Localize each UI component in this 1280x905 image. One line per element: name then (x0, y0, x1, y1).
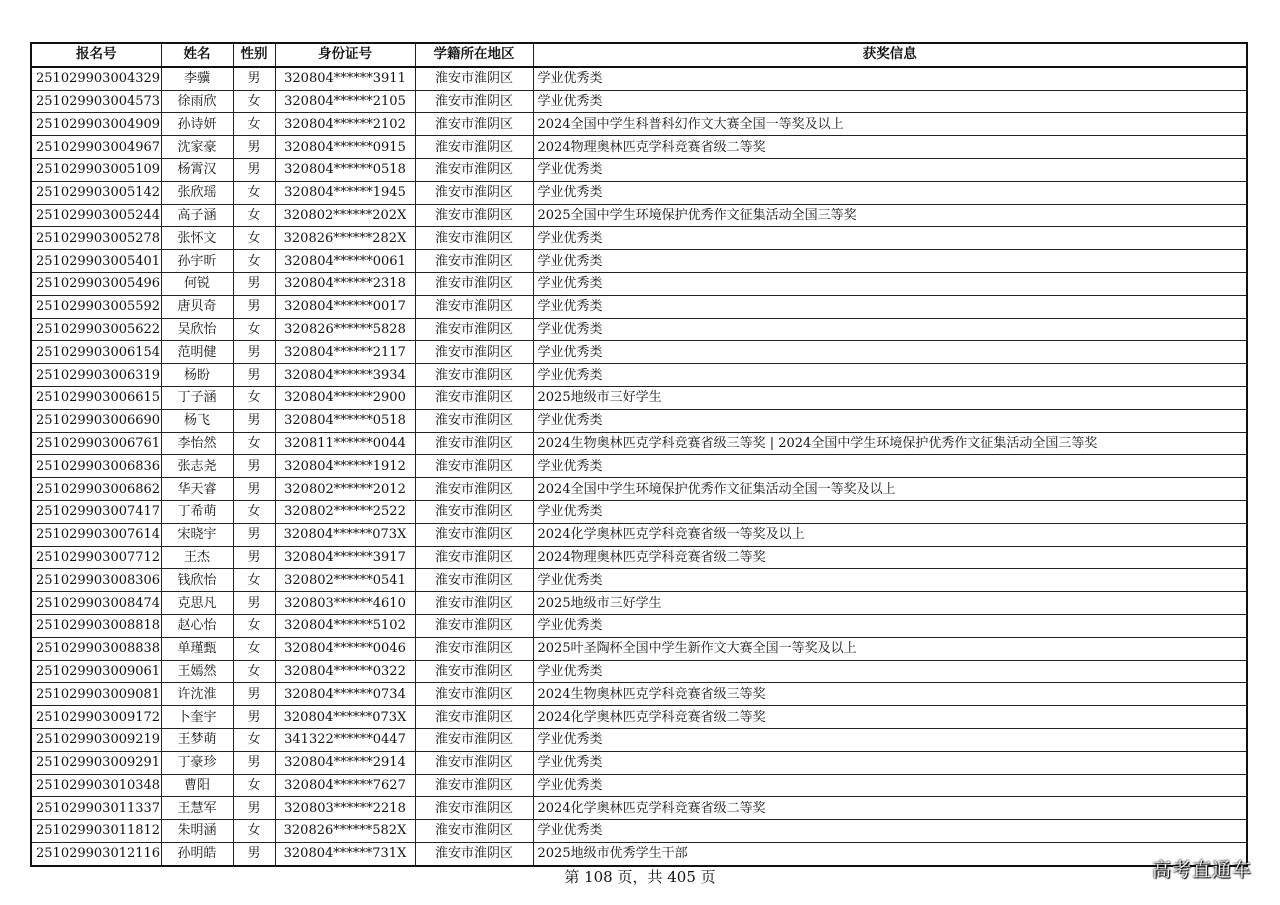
cell-region: 淮安市淮阴区 (415, 569, 533, 592)
cell-region: 淮安市淮阴区 (415, 158, 533, 181)
cell-region: 淮安市淮阴区 (415, 592, 533, 615)
table-row (31, 660, 1247, 683)
cell-award-info: 学业优秀类 (533, 751, 1247, 774)
cell-name: 曹阳 (161, 774, 233, 797)
cell-registration-number: 251029903007712 (31, 546, 161, 569)
cell-gender: 女 (233, 660, 275, 683)
cell-registration-number: 251029903006761 (31, 432, 161, 455)
cell-region: 淮安市淮阴区 (415, 181, 533, 204)
cell-id-number: 341322******0447 (275, 728, 415, 751)
table-row (31, 181, 1247, 204)
table-row (31, 500, 1247, 523)
cell-name: 丁子涵 (161, 386, 233, 409)
table-row (31, 546, 1247, 569)
table-row (31, 364, 1247, 387)
cell-name: 李怡然 (161, 432, 233, 455)
cell-gender: 女 (233, 181, 275, 204)
cell-name: 朱明涵 (161, 820, 233, 843)
cell-region: 淮安市淮阴区 (415, 136, 533, 159)
cell-gender: 女 (233, 204, 275, 227)
cell-region: 淮安市淮阴区 (415, 751, 533, 774)
cell-gender: 女 (233, 318, 275, 341)
cell-region: 淮安市淮阴区 (415, 67, 533, 90)
cell-region: 淮安市淮阴区 (415, 774, 533, 797)
cell-registration-number: 251029903004909 (31, 113, 161, 136)
cell-registration-number: 251029903005142 (31, 181, 161, 204)
cell-name: 杨盼 (161, 364, 233, 387)
cell-award-info: 学业优秀类 (533, 820, 1247, 843)
cell-registration-number: 251029903006319 (31, 364, 161, 387)
cell-award-info: 学业优秀类 (533, 272, 1247, 295)
table-row (31, 136, 1247, 159)
table-row (31, 250, 1247, 273)
header-row (31, 43, 1247, 67)
cell-region: 淮安市淮阴区 (415, 820, 533, 843)
cell-gender: 男 (233, 478, 275, 501)
cell-id-number: 320804******2914 (275, 751, 415, 774)
cell-registration-number: 251029903007614 (31, 523, 161, 546)
table-row (31, 637, 1247, 660)
header-award-info: 获奖信息 (533, 43, 1247, 67)
cell-gender: 男 (233, 706, 275, 729)
cell-id-number: 320804******0061 (275, 250, 415, 273)
header-gender: 性别 (233, 43, 275, 67)
cell-name: 徐雨欣 (161, 90, 233, 113)
table-row (31, 409, 1247, 432)
cell-registration-number: 251029903008838 (31, 637, 161, 660)
cell-award-info: 2025地级市优秀学生干部 (533, 842, 1247, 865)
cell-registration-number: 251029903006836 (31, 455, 161, 478)
cell-award-info: 学业优秀类 (533, 181, 1247, 204)
cell-name: 孙宇昕 (161, 250, 233, 273)
cell-id-number: 320804******073X (275, 706, 415, 729)
cell-region: 淮安市淮阴区 (415, 295, 533, 318)
cell-id-number: 320804******3934 (275, 364, 415, 387)
cell-id-number: 320804******1945 (275, 181, 415, 204)
table-row (31, 478, 1247, 501)
cell-gender: 女 (233, 432, 275, 455)
cell-award-info: 学业优秀类 (533, 318, 1247, 341)
cell-name: 丁希萌 (161, 500, 233, 523)
cell-region: 淮安市淮阴区 (415, 409, 533, 432)
cell-id-number: 320802******202X (275, 204, 415, 227)
cell-award-info: 学业优秀类 (533, 774, 1247, 797)
table-row (31, 751, 1247, 774)
cell-award-info: 学业优秀类 (533, 455, 1247, 478)
cell-name: 杨霄汉 (161, 158, 233, 181)
cell-name: 王嫣然 (161, 660, 233, 683)
cell-award-info: 2024生物奥林匹克学科竞赛省级三等奖 (533, 683, 1247, 706)
cell-id-number: 320804******7627 (275, 774, 415, 797)
cell-region: 淮安市淮阴区 (415, 455, 533, 478)
cell-gender: 女 (233, 250, 275, 273)
cell-award-info: 学业优秀类 (533, 660, 1247, 683)
cell-name: 赵心怡 (161, 614, 233, 637)
cell-award-info: 学业优秀类 (533, 569, 1247, 592)
cell-award-info: 2025地级市三好学生 (533, 386, 1247, 409)
cell-registration-number: 251029903004573 (31, 90, 161, 113)
cell-award-info: 学业优秀类 (533, 227, 1247, 250)
cell-registration-number: 251029903005496 (31, 272, 161, 295)
cell-name: 单瑾甄 (161, 637, 233, 660)
header-registration-number: 报名号 (31, 43, 161, 67)
cell-region: 淮安市淮阴区 (415, 637, 533, 660)
cell-region: 淮安市淮阴区 (415, 386, 533, 409)
cell-award-info: 2025地级市三好学生 (533, 592, 1247, 615)
table-row (31, 318, 1247, 341)
table-body (31, 67, 1247, 866)
cell-award-info: 学业优秀类 (533, 728, 1247, 751)
table-row (31, 432, 1247, 455)
cell-award-info: 学业优秀类 (533, 364, 1247, 387)
cell-region: 淮安市淮阴区 (415, 706, 533, 729)
cell-award-info: 学业优秀类 (533, 409, 1247, 432)
cell-id-number: 320811******0044 (275, 432, 415, 455)
cell-id-number: 320804******731X (275, 842, 415, 865)
cell-region: 淮安市淮阴区 (415, 90, 533, 113)
cell-registration-number: 251029903009061 (31, 660, 161, 683)
cell-name: 孙明皓 (161, 842, 233, 865)
cell-gender: 男 (233, 272, 275, 295)
cell-award-info: 学业优秀类 (533, 90, 1247, 113)
table-row (31, 614, 1247, 637)
cell-registration-number: 251029903005592 (31, 295, 161, 318)
cell-region: 淮安市淮阴区 (415, 842, 533, 865)
cell-registration-number: 251029903006862 (31, 478, 161, 501)
table-row (31, 227, 1247, 250)
cell-registration-number: 251029903005109 (31, 158, 161, 181)
cell-name: 华天睿 (161, 478, 233, 501)
cell-id-number: 320803******2218 (275, 797, 415, 820)
cell-name: 宋晓宇 (161, 523, 233, 546)
cell-id-number: 320804******2102 (275, 113, 415, 136)
cell-award-info: 2024物理奥林匹克学科竞赛省级二等奖 (533, 546, 1247, 569)
cell-gender: 男 (233, 67, 275, 90)
cell-gender: 女 (233, 500, 275, 523)
cell-id-number: 320804******5102 (275, 614, 415, 637)
cell-gender: 女 (233, 90, 275, 113)
cell-gender: 男 (233, 523, 275, 546)
cell-registration-number: 251029903008474 (31, 592, 161, 615)
cell-region: 淮安市淮阴区 (415, 546, 533, 569)
table-row (31, 67, 1247, 90)
table-header (31, 43, 1247, 67)
cell-award-info: 学业优秀类 (533, 250, 1247, 273)
cell-name: 孙诗妍 (161, 113, 233, 136)
cell-id-number: 320802******2012 (275, 478, 415, 501)
cell-id-number: 320804******2117 (275, 341, 415, 364)
cell-region: 淮安市淮阴区 (415, 204, 533, 227)
table-row (31, 820, 1247, 843)
header-id-number: 身份证号 (275, 43, 415, 67)
cell-registration-number: 251029903008818 (31, 614, 161, 637)
cell-region: 淮安市淮阴区 (415, 797, 533, 820)
table-row (31, 774, 1247, 797)
cell-registration-number: 251029903006615 (31, 386, 161, 409)
cell-region: 淮安市淮阴区 (415, 272, 533, 295)
cell-name: 丁豪珍 (161, 751, 233, 774)
cell-registration-number: 251029903011337 (31, 797, 161, 820)
cell-region: 淮安市淮阴区 (415, 113, 533, 136)
cell-gender: 女 (233, 227, 275, 250)
cell-id-number: 320802******2522 (275, 500, 415, 523)
cell-id-number: 320804******0518 (275, 158, 415, 181)
cell-id-number: 320802******0541 (275, 569, 415, 592)
table-row (31, 797, 1247, 820)
cell-registration-number: 251029903005622 (31, 318, 161, 341)
cell-name: 王慧军 (161, 797, 233, 820)
cell-region: 淮安市淮阴区 (415, 500, 533, 523)
table-row (31, 341, 1247, 364)
cell-award-info: 2025叶圣陶杯全国中学生新作文大赛全国一等奖及以上 (533, 637, 1247, 660)
cell-gender: 男 (233, 341, 275, 364)
table-row (31, 523, 1247, 546)
cell-name: 张怀文 (161, 227, 233, 250)
table-row (31, 455, 1247, 478)
cell-region: 淮安市淮阴区 (415, 227, 533, 250)
cell-id-number: 320804******3917 (275, 546, 415, 569)
cell-name: 张志尧 (161, 455, 233, 478)
cell-gender: 女 (233, 820, 275, 843)
cell-award-info: 2024生物奥林匹克学科竞赛省级三等奖 | 2024全国中学生环境保护优秀作文征集活动全国三等奖 (533, 432, 1247, 455)
cell-id-number: 320804******0046 (275, 637, 415, 660)
cell-name: 许沈淮 (161, 683, 233, 706)
cell-gender: 男 (233, 455, 275, 478)
cell-gender: 女 (233, 569, 275, 592)
cell-name: 何锐 (161, 272, 233, 295)
cell-name: 李骥 (161, 67, 233, 90)
cell-gender: 男 (233, 364, 275, 387)
table-row (31, 386, 1247, 409)
cell-gender: 男 (233, 136, 275, 159)
cell-award-info: 2024化学奥林匹克学科竞赛省级一等奖及以上 (533, 523, 1247, 546)
cell-gender: 男 (233, 683, 275, 706)
cell-gender: 女 (233, 637, 275, 660)
cell-name: 克思凡 (161, 592, 233, 615)
cell-gender: 男 (233, 751, 275, 774)
cell-name: 沈家豪 (161, 136, 233, 159)
cell-name: 王杰 (161, 546, 233, 569)
cell-name: 钱欣怡 (161, 569, 233, 592)
cell-name: 吴欣怡 (161, 318, 233, 341)
table-row (31, 842, 1247, 865)
cell-award-info: 2025全国中学生环境保护优秀作文征集活动全国三等奖 (533, 204, 1247, 227)
cell-region: 淮安市淮阴区 (415, 614, 533, 637)
cell-region: 淮安市淮阴区 (415, 728, 533, 751)
cell-registration-number: 251029903005401 (31, 250, 161, 273)
cell-region: 淮安市淮阴区 (415, 250, 533, 273)
cell-award-info: 学业优秀类 (533, 295, 1247, 318)
cell-registration-number: 251029903008306 (31, 569, 161, 592)
cell-award-info: 学业优秀类 (533, 67, 1247, 90)
cell-gender: 女 (233, 774, 275, 797)
header-region: 学籍所在地区 (415, 43, 533, 67)
cell-region: 淮安市淮阴区 (415, 523, 533, 546)
cell-id-number: 320826******282X (275, 227, 415, 250)
cell-registration-number: 251029903009081 (31, 683, 161, 706)
cell-name: 张欣瑶 (161, 181, 233, 204)
cell-region: 淮安市淮阴区 (415, 478, 533, 501)
cell-award-info: 学业优秀类 (533, 614, 1247, 637)
cell-registration-number: 251029903004967 (31, 136, 161, 159)
cell-id-number: 320826******5828 (275, 318, 415, 341)
cell-registration-number: 251029903009172 (31, 706, 161, 729)
table-row (31, 113, 1247, 136)
table-row (31, 272, 1247, 295)
results-table (30, 42, 1248, 867)
cell-region: 淮安市淮阴区 (415, 683, 533, 706)
table-row (31, 706, 1247, 729)
cell-id-number: 320804******0915 (275, 136, 415, 159)
cell-id-number: 320804******1912 (275, 455, 415, 478)
cell-name: 高子涵 (161, 204, 233, 227)
cell-id-number: 320826******582X (275, 820, 415, 843)
cell-registration-number: 251029903006690 (31, 409, 161, 432)
cell-id-number: 320804******2318 (275, 272, 415, 295)
cell-id-number: 320804******2900 (275, 386, 415, 409)
cell-gender: 男 (233, 158, 275, 181)
cell-award-info: 2024物理奥林匹克学科竞赛省级二等奖 (533, 136, 1247, 159)
cell-award-info: 2024化学奥林匹克学科竞赛省级二等奖 (533, 797, 1247, 820)
cell-id-number: 320803******4610 (275, 592, 415, 615)
table-row (31, 295, 1247, 318)
cell-award-info: 2024全国中学生环境保护优秀作文征集活动全国一等奖及以上 (533, 478, 1247, 501)
cell-registration-number: 251029903011812 (31, 820, 161, 843)
cell-gender: 男 (233, 797, 275, 820)
cell-region: 淮安市淮阴区 (415, 432, 533, 455)
table-row (31, 158, 1247, 181)
header-name: 姓名 (161, 43, 233, 67)
cell-id-number: 320804******0322 (275, 660, 415, 683)
cell-id-number: 320804******2105 (275, 90, 415, 113)
cell-registration-number: 251029903005278 (31, 227, 161, 250)
cell-region: 淮安市淮阴区 (415, 318, 533, 341)
cell-id-number: 320804******0734 (275, 683, 415, 706)
cell-id-number: 320804******3911 (275, 67, 415, 90)
cell-id-number: 320804******0518 (275, 409, 415, 432)
table-row (31, 204, 1247, 227)
cell-registration-number: 251029903005244 (31, 204, 161, 227)
watermark-logo: 高考直通车 (1151, 859, 1252, 881)
cell-award-info: 2024全国中学生科普科幻作文大赛全国一等奖及以上 (533, 113, 1247, 136)
cell-gender: 女 (233, 728, 275, 751)
cell-award-info: 学业优秀类 (533, 500, 1247, 523)
cell-name: 杨飞 (161, 409, 233, 432)
cell-gender: 男 (233, 842, 275, 865)
cell-name: 卜奎宇 (161, 706, 233, 729)
cell-gender: 男 (233, 546, 275, 569)
table-row (31, 683, 1247, 706)
cell-id-number: 320804******0017 (275, 295, 415, 318)
cell-name: 王梦萌 (161, 728, 233, 751)
cell-registration-number: 251029903012116 (31, 842, 161, 865)
cell-registration-number: 251029903007417 (31, 500, 161, 523)
cell-gender: 男 (233, 295, 275, 318)
cell-region: 淮安市淮阴区 (415, 341, 533, 364)
cell-gender: 男 (233, 409, 275, 432)
table-row (31, 728, 1247, 751)
cell-name: 范明健 (161, 341, 233, 364)
cell-registration-number: 251029903006154 (31, 341, 161, 364)
cell-award-info: 学业优秀类 (533, 341, 1247, 364)
table-row (31, 90, 1247, 113)
cell-award-info: 学业优秀类 (533, 158, 1247, 181)
cell-registration-number: 251029903004329 (31, 67, 161, 90)
cell-award-info: 2024化学奥林匹克学科竞赛省级二等奖 (533, 706, 1247, 729)
cell-region: 淮安市淮阴区 (415, 660, 533, 683)
table-row (31, 569, 1247, 592)
cell-region: 淮安市淮阴区 (415, 364, 533, 387)
cell-id-number: 320804******073X (275, 523, 415, 546)
page-footer: 第 108 页，共 405 页 (564, 868, 716, 886)
table-row (31, 592, 1247, 615)
cell-gender: 女 (233, 386, 275, 409)
cell-registration-number: 251029903009219 (31, 728, 161, 751)
cell-gender: 女 (233, 113, 275, 136)
cell-gender: 女 (233, 614, 275, 637)
cell-name: 唐贝奇 (161, 295, 233, 318)
cell-registration-number: 251029903010348 (31, 774, 161, 797)
cell-gender: 男 (233, 592, 275, 615)
cell-registration-number: 251029903009291 (31, 751, 161, 774)
